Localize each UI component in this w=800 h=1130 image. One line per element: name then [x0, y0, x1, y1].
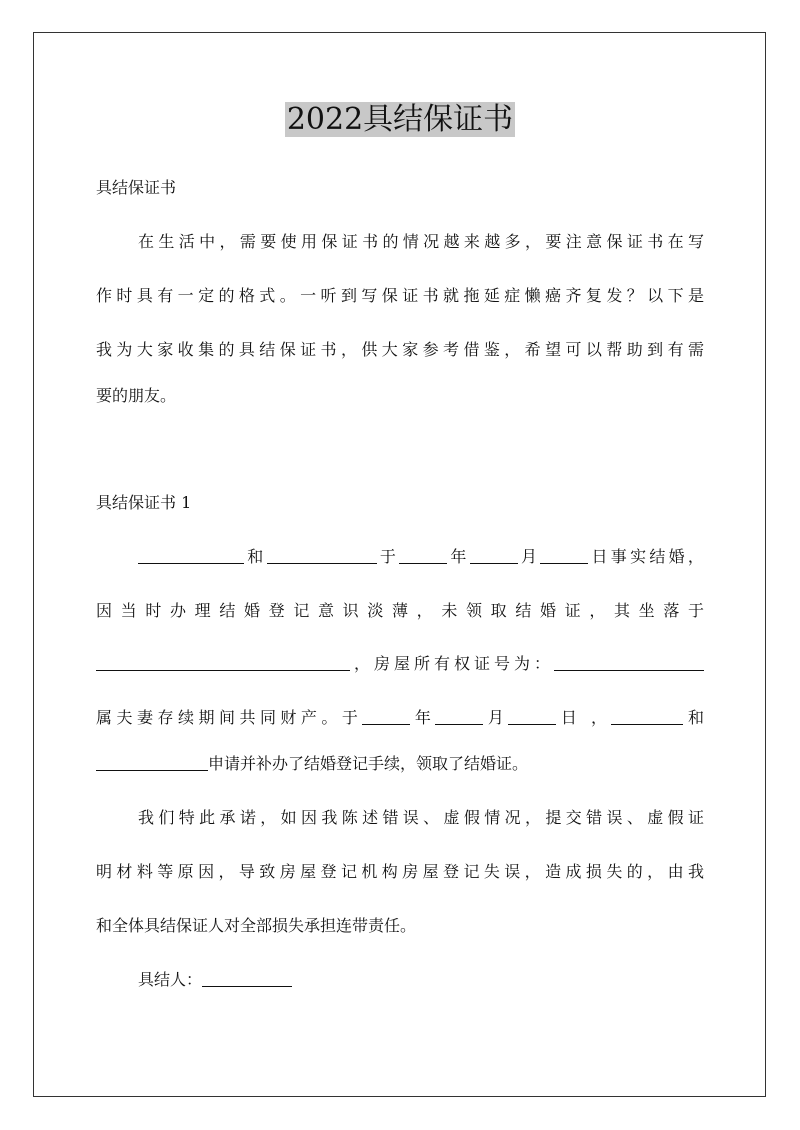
reg-year-blank[interactable] — [362, 708, 410, 725]
document-title — [0, 100, 800, 140]
intro-line-2: 作时具有一定的格式。一听到写保证书就拖延症懒癌齐复发？以下是 — [96, 286, 704, 305]
intro-heading: 具结保证书 — [96, 178, 177, 197]
commitment-line-3: 和全体具结保证人对全部损失承担连带责任。 — [96, 916, 417, 935]
commitment-line-1: 我们特此承诺，如因我陈述错误、虚假情况，提交错误、虚假证 — [138, 808, 704, 827]
intro-line-3: 我为大家收集的具结保证书，供大家参考借鉴，希望可以帮助到有需 — [96, 340, 704, 359]
signer-line — [96, 968, 704, 992]
spouse-a-blank[interactable] — [138, 547, 244, 564]
property-address-blank[interactable] — [96, 654, 350, 671]
commitment-line-2: 明材料等原因，导致房屋登记机构房屋登记失误，造成损失的，由我 — [96, 862, 704, 881]
applicant-a-blank[interactable] — [611, 708, 683, 725]
month-blank[interactable] — [470, 547, 518, 564]
declaration-line-3: ，房屋所有权证号为： — [96, 652, 704, 676]
declaration-line-1: 和 于 年 月 日事实结婚， — [96, 545, 704, 569]
section-heading: 具结保证书 1 — [96, 493, 192, 512]
declaration-line-5: 申请并补办了结婚登记手续，领取了结婚证。 — [96, 752, 704, 776]
declaration-line-4: 属夫妻存续期间共同财产。于 年 月 日 ， 和 — [96, 708, 704, 727]
reg-day-blank[interactable] — [508, 708, 556, 725]
intro-line-4: 要的朋友。 — [96, 386, 177, 405]
declaration-line-2: 因当时办理结婚登记意识淡薄，未领取结婚证，其坐落于 — [96, 601, 704, 620]
year-blank[interactable] — [399, 547, 447, 564]
title-text: 2022具结保证书 — [286, 102, 514, 137]
intro-line-1: 在生活中，需要使用保证书的情况越来越多，要注意保证书在写 — [138, 232, 704, 251]
signer-blank[interactable] — [202, 970, 292, 987]
day-blank[interactable] — [540, 547, 588, 564]
signer-label: 具结人： — [138, 970, 203, 989]
applicant-b-blank[interactable] — [96, 754, 208, 771]
spouse-b-blank[interactable] — [267, 547, 377, 564]
certificate-number-blank[interactable] — [554, 654, 704, 671]
reg-month-blank[interactable] — [435, 708, 483, 725]
